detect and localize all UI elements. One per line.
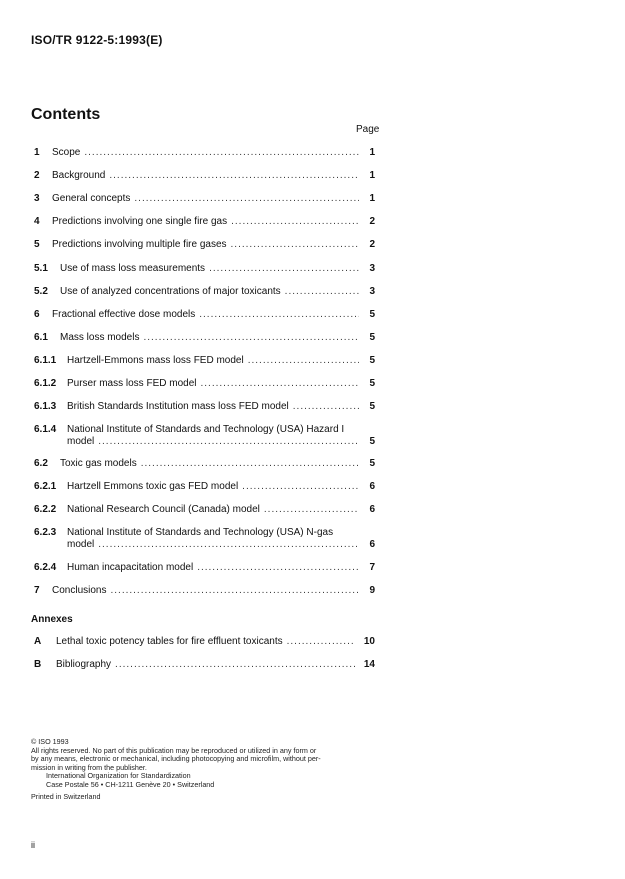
toc-entry-page: 5 <box>369 309 375 320</box>
toc-entry-number: 5.2 <box>34 286 48 297</box>
leader-dots <box>231 216 359 228</box>
toc-entry-page: 5 <box>369 355 375 366</box>
printed-in: Printed in Switzerland <box>31 791 101 801</box>
toc-entry-title: British Standards Institution mass loss FED model <box>67 401 289 412</box>
rights-line-3: mission in writing from the publisher. <box>31 762 147 772</box>
leader-dots <box>84 147 359 159</box>
leader-dots <box>287 636 355 648</box>
leader-dots <box>248 355 359 367</box>
contents-heading: Contents <box>31 106 101 123</box>
org-address: Case Postale 56 • CH-1211 Genève 20 • Switzerland <box>46 779 215 789</box>
page-column-label: Page <box>356 124 380 135</box>
toc-entry-title: Purser mass loss FED model <box>67 378 197 389</box>
toc-entry-number: 6.2.3 <box>34 527 57 538</box>
toc-entry-page: 6 <box>369 504 375 515</box>
toc-entry-number: 7 <box>34 585 40 596</box>
toc-entry-page: 5 <box>369 401 375 412</box>
toc-entry-number: 4 <box>34 216 40 227</box>
leader-dots <box>115 659 355 671</box>
annex-letter: B <box>34 659 42 670</box>
toc-entry-title: Predictions involving multiple fire gases <box>52 239 227 250</box>
leader-dots <box>141 458 359 470</box>
toc-entry-page: 3 <box>369 263 375 274</box>
toc-entry-number: 6 <box>34 309 40 320</box>
annex-letter: A <box>34 636 42 647</box>
copyright-line: © ISO 1993 <box>31 737 69 746</box>
toc-entry-title: Toxic gas models <box>60 458 137 469</box>
annexes-heading: Annexes <box>31 614 73 625</box>
toc-entry-page: 2 <box>369 216 375 227</box>
leader-dots <box>200 378 359 390</box>
toc-entry-number: 6.1.4 <box>34 424 57 435</box>
toc-entry-6-1-4[interactable] <box>34 424 375 448</box>
leader-dots <box>197 562 359 574</box>
toc-entry-number: 1 <box>34 147 40 158</box>
copyright-notice <box>31 738 377 801</box>
annex-page: 10 <box>363 636 375 647</box>
toc-entry-title: Background <box>52 170 106 181</box>
toc-entry-title: Mass loss models <box>60 332 140 343</box>
toc-entry-title: Hartzell-Emmons mass loss FED model <box>67 355 244 366</box>
toc-entry-title: National Research Council (Canada) model <box>67 504 260 515</box>
leader-dots <box>242 481 359 493</box>
rights-line-2: by any means, electronic or mechanical, including photocopying and microfilm, without per- <box>31 754 321 764</box>
toc-entry-number: 2 <box>34 170 40 181</box>
toc-entry-number: 6.2.4 <box>34 562 57 573</box>
toc-entry-page: 6 <box>369 481 375 492</box>
toc-entry-title: Fractional effective dose models <box>52 309 196 320</box>
document-id: ISO/TR 9122-5:1993(E) <box>31 33 163 47</box>
toc-entry-page: 7 <box>369 562 375 573</box>
leader-dots <box>285 286 359 298</box>
leader-dots <box>134 193 359 205</box>
annex-title: Lethal toxic potency tables for fire effluent toxicants <box>56 636 283 647</box>
page-number: ii <box>31 840 35 850</box>
toc-entry-number: 6.2.2 <box>34 504 57 515</box>
leader-dots <box>293 401 359 413</box>
toc-entry-page: 5 <box>369 378 375 389</box>
toc-entry-title: Human incapacitation model <box>67 562 194 573</box>
toc-entry-page: 6 <box>369 539 375 550</box>
toc-entry-number: 6.1.2 <box>34 378 57 389</box>
toc-entry-title: Conclusions <box>52 585 107 596</box>
leader-dots <box>109 170 359 182</box>
leader-dots <box>209 263 359 275</box>
toc-entry-number: 6.1.1 <box>34 355 57 366</box>
toc-entry-title-line2: model <box>67 436 95 447</box>
toc-entry-title: General concepts <box>52 193 131 204</box>
leader-dots <box>98 436 359 448</box>
toc-entry-page: 1 <box>369 147 375 158</box>
toc-entry-title-line2: model <box>67 539 95 550</box>
toc-entry-number: 6.2.1 <box>34 481 57 492</box>
toc-entry-number: 6.1.3 <box>34 401 57 412</box>
toc-entry-title: Predictions involving one single fire gas <box>52 216 228 227</box>
toc-entry-title: Use of analyzed concentrations of major toxicants <box>60 286 281 297</box>
leader-dots <box>98 539 359 551</box>
toc-entry-page: 3 <box>369 286 375 297</box>
rights-line-1: All rights reserved. No part of this publication may be reproduced or utilized in any form or <box>31 745 317 755</box>
toc-entry-number: 5 <box>34 239 40 250</box>
toc-entry-number: 6.2 <box>34 458 48 469</box>
toc-entry-number: 6.1 <box>34 332 48 343</box>
toc-entry-title-line1: National Institute of Standards and Technology (USA) N-gas <box>67 527 334 538</box>
annex-title: Bibliography <box>56 659 112 670</box>
annex-page: 14 <box>363 659 375 670</box>
leader-dots <box>199 309 359 321</box>
toc-entry-title: Scope <box>52 147 81 158</box>
toc-entry-number: 5.1 <box>34 263 48 274</box>
leader-dots <box>143 332 359 344</box>
toc-entry-page: 2 <box>369 239 375 250</box>
toc-entry-page: 5 <box>369 458 375 469</box>
toc-entry-title: Use of mass loss measurements <box>60 263 206 274</box>
toc-entry-6-2-3[interactable] <box>34 527 375 551</box>
toc-entry-number: 3 <box>34 193 40 204</box>
leader-dots <box>264 504 359 516</box>
toc-entry-page: 1 <box>369 193 375 204</box>
toc-entry-page: 5 <box>369 436 375 447</box>
leader-dots <box>110 585 359 597</box>
leader-dots <box>231 239 359 251</box>
toc-entry-title-line1: National Institute of Standards and Technology (USA) Hazard I <box>67 424 345 435</box>
toc-entry-title: Hartzell Emmons toxic gas FED model <box>67 481 239 492</box>
toc-entry-page: 9 <box>369 585 375 596</box>
toc-entry-page: 1 <box>369 170 375 181</box>
toc-entry-page: 5 <box>369 332 375 343</box>
org-name: International Organization for Standardization <box>46 771 191 781</box>
